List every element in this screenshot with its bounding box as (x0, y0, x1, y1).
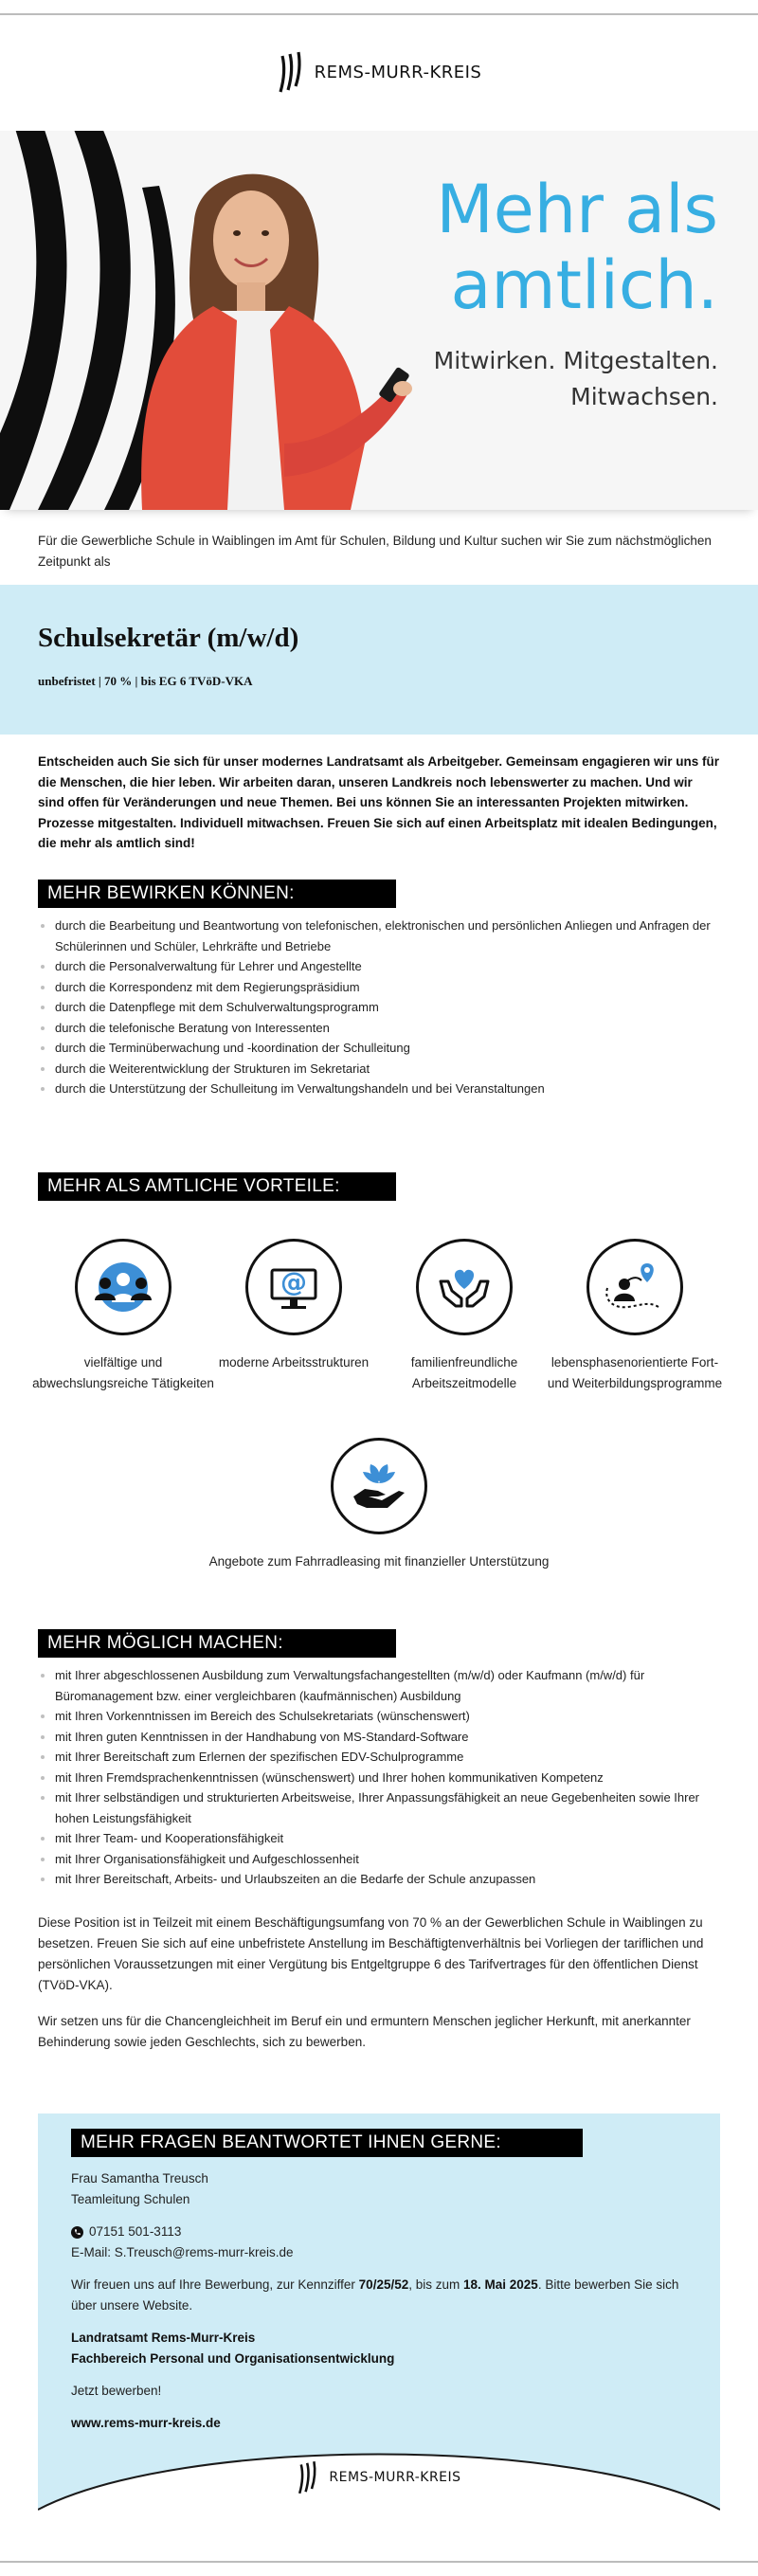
rems-murr-logo-icon (297, 2459, 319, 2495)
benefits-section-title: MEHR ALS AMTLICHE VORTEILE: (38, 1172, 396, 1201)
contact-email[interactable]: E-Mail: S.Treusch@rems-murr-kreis.de (71, 2245, 294, 2259)
hero-subline-line-2: Mitwachsen. (570, 383, 718, 410)
computer-at-icon (245, 1239, 342, 1335)
brand-logo[interactable] (297, 2459, 460, 2495)
apply-text-part: , bis zum (408, 2277, 463, 2292)
list-item: mit Ihren Vorkenntnissen im Bereich des Schulsekretariats (wünschenswert) (38, 1706, 720, 1727)
list-item: durch die Weiterentwicklung der Strukturen im Sekretariat (38, 1059, 720, 1079)
list-item: mit Ihrer Bereitschaft zum Erlernen der spezifischen EDV-Schulprogramme (38, 1747, 720, 1768)
list-item: durch die Terminüberwachung und -koordination der Schulleitung (38, 1038, 720, 1059)
apply-text-part: Wir freuen uns auf Ihre Bewerbung, zur Kennziffer (71, 2277, 359, 2292)
apply-text (71, 2275, 696, 2316)
bottom-divider (0, 2561, 758, 2563)
reference-number: 70/25/52 (358, 2277, 409, 2292)
organization-name: Landratsamt Rems-Murr-Kreis (71, 2331, 256, 2345)
lead-paragraph: Entscheiden auch Sie sich für unser modernes Landratsamt als Arbeitgeber. Gemeinsam engagieren wir uns für die Menschen, die hier leben. Wir arbeiten daran, unseren Landkreis noch lebenswerter zu machen. Und wir sind offen für Veränderungen und neue Themen. Bei uns können Sie an interessanten Projekten mitwirken. Prozesse mitgestalten. Individuell mitwachsen. Freuen Sie sich auf einen Arbeitsplatz mit idealen Bedingungen, die mehr als amtlich sind! (38, 754, 719, 850)
contact-role: Teamleitung Schulen (71, 2192, 190, 2206)
benefit-varied-tasks (28, 1239, 218, 1393)
list-item: durch die Unterstützung der Schulleitung im Verwaltungshandeln und bei Veranstaltungen (38, 1079, 720, 1099)
footer-logo (38, 2459, 720, 2495)
list-item: mit Ihrer Bereitschaft, Arbeits- und Urlaubszeiten an die Bedarfe der Schule anzupassen (38, 1869, 720, 1890)
job-title-band (0, 585, 758, 735)
benefit-label: lebensphasenorientierte Fort- und Weiterbildungsprogramme (547, 1355, 723, 1390)
tasks-list (38, 916, 720, 1099)
contact-box (38, 2113, 720, 2521)
benefit-label: moderne Arbeitsstrukturen (218, 1355, 370, 1370)
list-item: mit Ihrer abgeschlossenen Ausbildung zum Verwaltungsfachangestellten (m/w/d) oder Kaufmann (m/w/d) für Büromanagement bzw. einer vergleichbaren (kaufmännischen) Ausbildung (38, 1665, 720, 1706)
hero-headline-line-2: amtlich. (450, 246, 718, 324)
contact-section-title: MEHR FRAGEN BEANTWORTET IHNEN GERNE: (71, 2129, 583, 2157)
profile-list (38, 1665, 720, 1890)
list-item: mit Ihrer Team- und Kooperationsfähigkeit (38, 1828, 720, 1849)
tasks-section-title: MEHR BEWIRKEN KÖNNEN: (38, 880, 396, 908)
contact-name: Frau Samantha Treusch (71, 2171, 208, 2186)
header (0, 15, 758, 129)
position-paragraph: Diese Position ist in Teilzeit mit einem Beschäftigungsumfang von 70 % an der Gewerblichen Schule in Waiblingen zu besetzen. Freuen Sie sich auf eine unbefristete Anstellung im Beschäftigtenverhältnis bei Vorliegen der tariflichen und persönlichen Voraussetzungen mit einer Vergütung bis Entgeltgruppe 6 des Tarifvertrages für den öffentlichen Dienst (TVöD-VKA). (38, 1915, 704, 1992)
rems-murr-logo-icon (277, 50, 305, 94)
heart-hands-icon (416, 1239, 513, 1335)
list-item: durch die Datenpflege mit dem Schulverwaltungsprogramm (38, 997, 720, 1018)
contact-phone[interactable]: 07151 501-3113 (89, 2224, 182, 2239)
apply-now-text[interactable]: Jetzt bewerben! (71, 2384, 162, 2398)
hero-headline-line-1: Mehr als (436, 171, 718, 248)
phone-icon (71, 2226, 83, 2239)
benefit-modern-structures (199, 1239, 388, 1373)
list-item: durch die Korrespondenz mit dem Regierungspräsidium (38, 977, 720, 998)
hero-banner (0, 131, 758, 510)
profile-section-title: MEHR MÖGLICH MACHEN: (38, 1629, 396, 1658)
application-deadline: 18. Mai 2025 (463, 2277, 538, 2292)
website-link[interactable]: www.rems-murr-kreis.de (71, 2416, 221, 2430)
plant-hand-icon (331, 1438, 427, 1534)
list-item: mit Ihren guten Kenntnissen in der Handhabung von MS-Standard-Software (38, 1727, 720, 1748)
job-title: Schulsekretär (m/w/d) (38, 623, 299, 653)
benefit-training (540, 1239, 730, 1393)
equality-paragraph: Wir setzen uns für die Chancengleichheit im Beruf ein und ermuntern Menschen jeglicher Herkunft, mit anerkannter Behinderung sowie jeden Geschlechts, sich zu bewerben. (38, 2014, 691, 2049)
list-item: mit Ihrer Organisationsfähigkeit und Aufgeschlossenheit (38, 1849, 720, 1870)
brand-name: REMS-MURR-KREIS (314, 62, 482, 82)
department-name: Fachbereich Personal und Organisationsentwicklung (71, 2351, 395, 2366)
benefit-label: familienfreundliche Arbeitszeitmodelle (410, 1355, 518, 1390)
career-path-icon (587, 1239, 683, 1335)
hero-subline-line-1: Mitwirken. Mitgestalten. (433, 347, 718, 374)
list-item: durch die Bearbeitung und Beantwortung von telefonischen, elektronischen und persönlichen Anliegen und Anfragen der Schülerinnen und Schüler, Lehrkräfte und Betriebe (38, 916, 720, 956)
list-item: mit Ihrer selbständigen und strukturierten Arbeitsweise, Ihrer Anpassungsfähigkeit an neue Gegebenheiten sowie Ihrer hohen Leistungsfähigkeit (38, 1787, 720, 1828)
list-item: mit Ihren Fremdsprachenkenntnissen (wünschenswert) und Ihrer hohen kommunikativen Kompetenz (38, 1768, 720, 1788)
benefit-label: vielfältige und abwechslungsreiche Tätigkeiten (32, 1355, 214, 1390)
apply-text-part: . Bitte bewerben Sie sich über unsere Website. (71, 2277, 679, 2313)
svg-text:@: @ (280, 1266, 307, 1297)
contact-phone-row (71, 2222, 181, 2242)
benefit-label: Angebote zum Fahrradleasing mit finanzieller Unterstützung (208, 1554, 550, 1569)
list-item: durch die Personalverwaltung für Lehrer und Angestellte (38, 956, 720, 977)
brand-name: REMS-MURR-KREIS (329, 2470, 461, 2485)
team-icon (75, 1239, 171, 1335)
list-item: durch die telefonische Beratung von Interessenten (38, 1018, 720, 1039)
intro-text: Für die Gewerbliche Schule in Waiblingen im Amt für Schulen, Bildung und Kultur suchen wir Sie zum nächstmöglichen Zeitpunkt als (38, 534, 712, 569)
benefit-family-friendly (370, 1239, 559, 1393)
brand-logo[interactable] (277, 50, 482, 94)
benefit-bike-leasing (190, 1438, 568, 1572)
job-meta: unbefristet | 70 % | bis EG 6 TVöD-VKA (38, 674, 253, 688)
